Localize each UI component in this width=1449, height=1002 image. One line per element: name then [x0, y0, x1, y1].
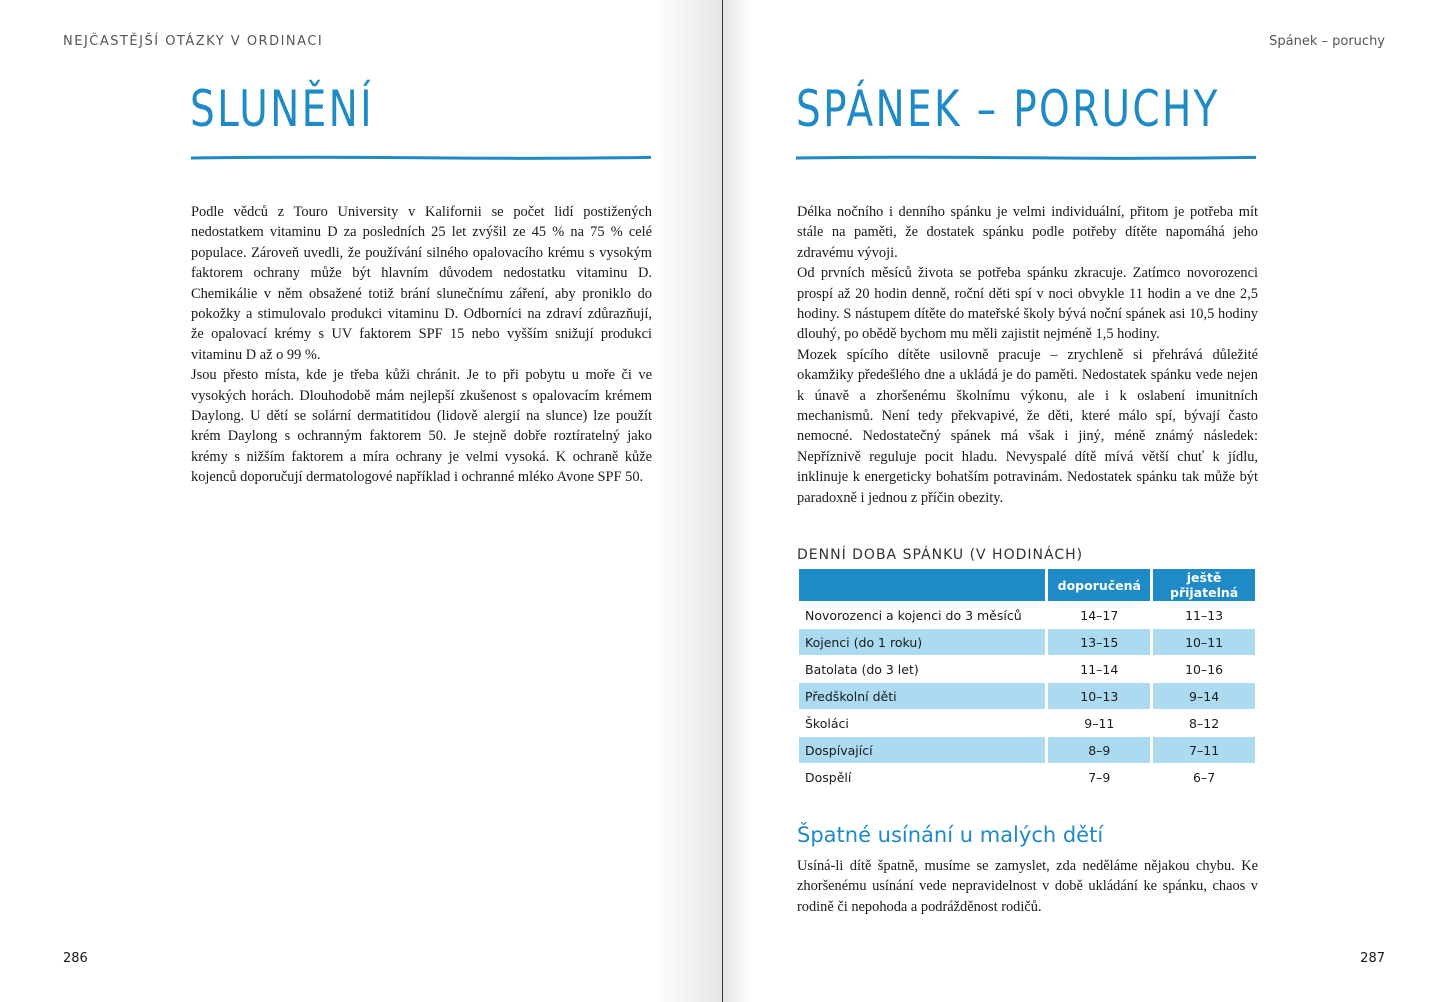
running-head: Spánek – poruchy	[1269, 34, 1385, 49]
acceptable-hours: 9–14	[1153, 683, 1255, 710]
table-row	[799, 602, 1255, 629]
acceptable-hours: 7–11	[1153, 737, 1255, 764]
sleep-duration-table	[796, 569, 1258, 791]
chapter-title: SPÁNEK – PORUCHY	[796, 80, 1220, 138]
age-group-label: Dospívající	[799, 737, 1045, 764]
right-page	[723, 0, 1449, 1002]
age-group-label: Batolata (do 3 let)	[799, 656, 1045, 683]
gutter-shadow	[653, 0, 723, 1002]
left-page	[0, 0, 723, 1002]
table-header-recommended: doporučená	[1048, 569, 1150, 602]
recommended-hours: 10–13	[1048, 683, 1150, 710]
recommended-hours: 13–15	[1048, 629, 1150, 656]
page-number: 287	[1360, 951, 1385, 966]
table-header-row	[799, 569, 1255, 602]
paragraph: Jsou přesto místa, kde je třeba kůži chránit. Je to při pobytu u moře či ve vysokých horách. Dlouhodobě mám nejlepší zkušenost s opalovacím krémem Daylong. U dětí se solární dermatitidou (lidově alergií na slunce) lze použít krém Daylong s ochranným faktorem 50. Je stejně dobře roztíratelný jako krémy s nižším faktorem a míra ochrany je velmi vysoká. K ochraně kůže kojenců doporučují dermatologové například i ochranné mléko Avone SPF 50.	[191, 367, 652, 486]
age-group-label: Novorozenci a kojenci do 3 měsíců	[799, 602, 1045, 629]
age-group-label: Předškolní děti	[799, 683, 1045, 710]
table-row	[799, 764, 1255, 791]
paragraph: Usíná-li dítě špatně, musíme se zamyslet, zda neděláme nějakou chybu. Ke zhoršenému usínání vede nepravidelnost v době ukládání ke spánku, chaos v rodině či nepohoda a podrážděnost rodičů.	[797, 858, 1258, 915]
acceptable-hours: 10–16	[1153, 656, 1255, 683]
acceptable-hours: 6–7	[1153, 764, 1255, 791]
table-row	[799, 629, 1255, 656]
acceptable-hours: 11–13	[1153, 602, 1255, 629]
paragraph: Délka nočního i denního spánku je velmi individuální, přitom je potřeba mít stále na paměti, že dostatek spánku podle potřeby dítěte napomáhá jeho zdravému vývoji.	[797, 204, 1258, 261]
table-row	[799, 737, 1255, 764]
title-underline	[796, 154, 1256, 162]
body-text	[797, 202, 1258, 508]
acceptable-hours: 10–11	[1153, 629, 1255, 656]
recommended-hours: 11–14	[1048, 656, 1150, 683]
table-row	[799, 683, 1255, 710]
body-text	[191, 202, 652, 488]
paragraph: Od prvních měsíců života se potřeba spánku zkracuje. Zatímco novorozenci prospí až 20 hodin denně, roční děti spí v noci obvykle 11 hodin a ve dne 2,5 hodiny. S nástupem dítěte do mateřské školy bývá noční spánek asi 10,5 hodiny dlouhý, po obědě bychom mu měli zajistit nejméně 1,5 hodiny.	[797, 265, 1258, 343]
table-row	[799, 656, 1255, 683]
age-group-label: Kojenci (do 1 roku)	[799, 629, 1045, 656]
table-header-acceptable: ještě přijatelná	[1153, 569, 1255, 602]
running-head: NEJČASTĚJŠÍ OTÁZKY V ORDINACI	[63, 34, 324, 49]
section-subheading: Špatné usínání u malých dětí	[797, 823, 1104, 847]
table-header-empty	[799, 569, 1045, 602]
table-row	[799, 710, 1255, 737]
recommended-hours: 14–17	[1048, 602, 1150, 629]
age-group-label: Dospělí	[799, 764, 1045, 791]
age-group-label: Školáci	[799, 710, 1045, 737]
title-underline	[191, 154, 651, 162]
page-number: 286	[63, 951, 88, 966]
closing-text	[797, 856, 1258, 917]
paragraph: Mozek spícího dítěte usilovně pracuje – zrychleně si přehrává důležité okamžiky předešlého dne a ukládá je do paměti. Nedostatek spánku vede nejen k únavě a zhoršenému školnímu výkonu, ale i k oslabení imunitních mechanismů. Není tedy překvapivé, že děti, které málo spí, bývají často nemocné. Nedostatečný spánek má však i jiný, méně známý následek: Nepříznivě reguluje pocit hladu. Nevyspalé dítě mívá větší chuť k jídlu, inklinuje k energeticky bohatším potravinám. Nedostatek spánku tak může být paradoxně i jednou z příčin obezity.	[797, 346, 1258, 506]
acceptable-hours: 8–12	[1153, 710, 1255, 737]
table-title: DENNÍ DOBA SPÁNKU (V HODINÁCH)	[797, 547, 1084, 563]
chapter-title: SLUNĚNÍ	[190, 80, 374, 138]
recommended-hours: 8–9	[1048, 737, 1150, 764]
recommended-hours: 9–11	[1048, 710, 1150, 737]
gutter-shadow	[723, 0, 751, 1002]
paragraph: Podle vědců z Touro University v Kalifornii se počet lidí postižených nedostatkem vitaminu D za posledních 25 let zvýšil ze 45 % na 75 % celé populace. Zároveň uvedli, že používání silného opalovacího krému s vysokým faktorem ochrany může být hlavním důvodem nedostatku vitaminu D. Chemikálie v něm obsažené totiž brání slunečnímu záření, aby proniklo do pokožky a stimulovalo produkci vitaminu D. Odborníci na zdraví zdůrazňují, že opalovací krémy s UV faktorem SPF 15 nebo vyšším snižují produkci vitaminu D až o 99 %.	[191, 204, 652, 363]
recommended-hours: 7–9	[1048, 764, 1150, 791]
